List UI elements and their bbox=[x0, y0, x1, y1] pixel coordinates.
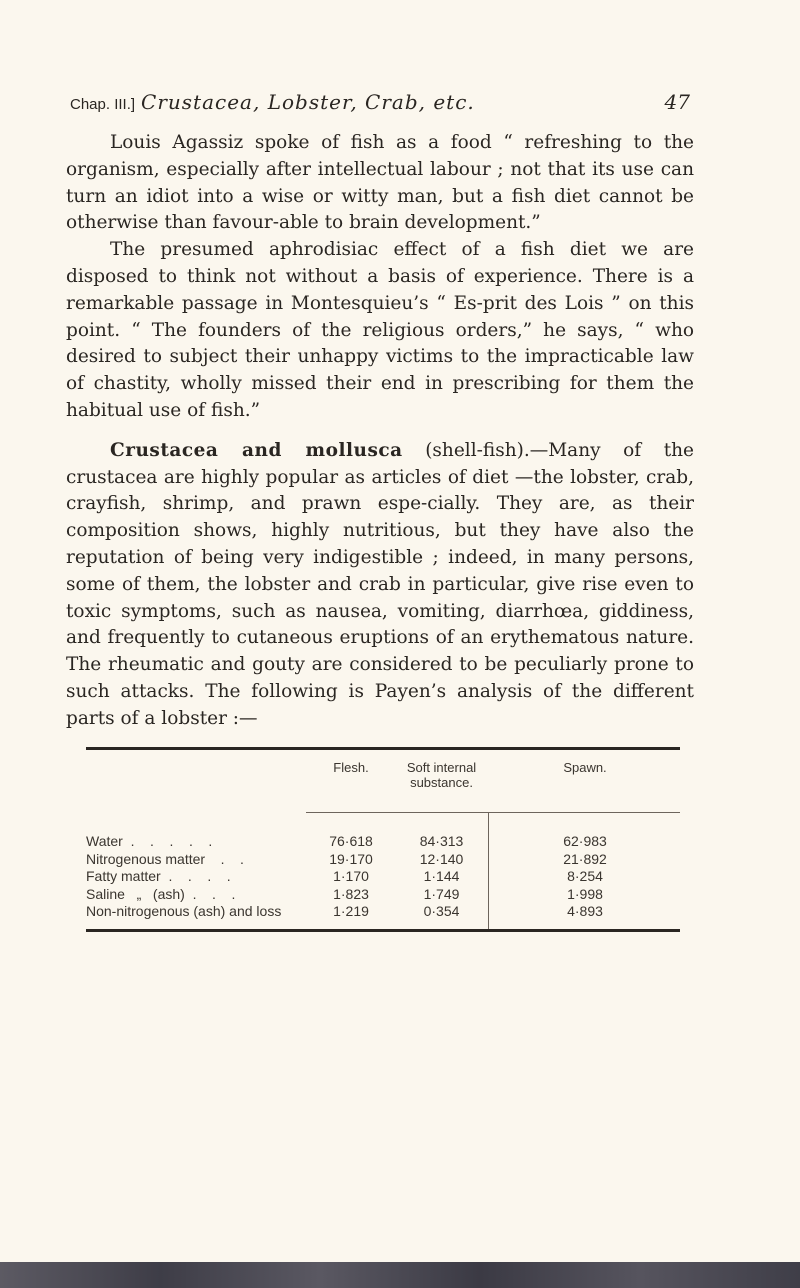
spawn-values: 62·983 21·892 8·254 1·998 4·893 bbox=[563, 833, 607, 919]
soft-values: 84·313 12·140 1·144 1·749 0·354 bbox=[419, 833, 464, 919]
table-bottom-rule bbox=[86, 929, 680, 932]
running-head bbox=[70, 90, 690, 114]
header-spawn: Spawn. bbox=[563, 760, 607, 775]
paragraph-crustacea bbox=[66, 438, 694, 733]
body-text bbox=[66, 130, 694, 733]
page-number: 47 bbox=[664, 90, 690, 114]
scan-edge bbox=[0, 1262, 800, 1288]
paragraph-crustacea-text: (shell-fish).—Many of the crustacea are highly popular as articles of diet —the lobster, crab, crayfish, shrimp, and prawn espe-cially. They are, as their composition shows, highly nutritious, but they have also the reputation of being very indigestible ; indeed, in many persons, some of them, the lobster and crab in particular, give rise even to toxic symptoms, such as nausea, vomiting, diarrhœa, giddiness, and frequently to cutaneous eruptions of an erythematous nature. The rheumatic and gouty are considered to be peculiarly prone to such attacks. The following is Payen’s analysis of the different parts of a lobster :— bbox=[66, 439, 694, 729]
flesh-values: 76·618 19·170 1·170 1·823 1·219 bbox=[329, 833, 373, 919]
row-labels: Water . . . . . Nitrogenous matter . . Fatty matter . . . . Saline „ (ash) . . . Non-nitrogenous (ash) and loss bbox=[86, 833, 282, 919]
section-heading: Crustacea and mollusca bbox=[110, 439, 403, 461]
header-soft-internal: Soft internal substance. bbox=[406, 760, 477, 790]
header-flesh: Flesh. bbox=[333, 760, 369, 775]
running-title: Crustacea, Lobster, Crab, etc. bbox=[141, 90, 475, 114]
lobster-analysis-table bbox=[86, 747, 680, 932]
column-divider bbox=[488, 813, 489, 929]
paragraph-agassiz: Louis Agassiz spoke of fish as a food “ refreshing to the organism, especially after intellectual labour ; not that its use can turn an idiot into a wise or witty man, but a fish diet cannot be otherwise than favour-able to brain development.” bbox=[66, 132, 694, 234]
paragraph-aphrodisiac: The presumed aphrodisiac effect of a fish diet we are disposed to think not without a basis of experience. There is a remarkable passage in Montesquieu’s “ Es-prit des Lois ” on this point. “ The founders of the religious orders,” he says, “ who desired to subject their unhappy victims to the impracticable law of chastity, wholly missed their end in prescribing for them the habitual use of fish.” bbox=[66, 239, 694, 421]
chapter-label: Chap. III.] bbox=[70, 96, 136, 113]
